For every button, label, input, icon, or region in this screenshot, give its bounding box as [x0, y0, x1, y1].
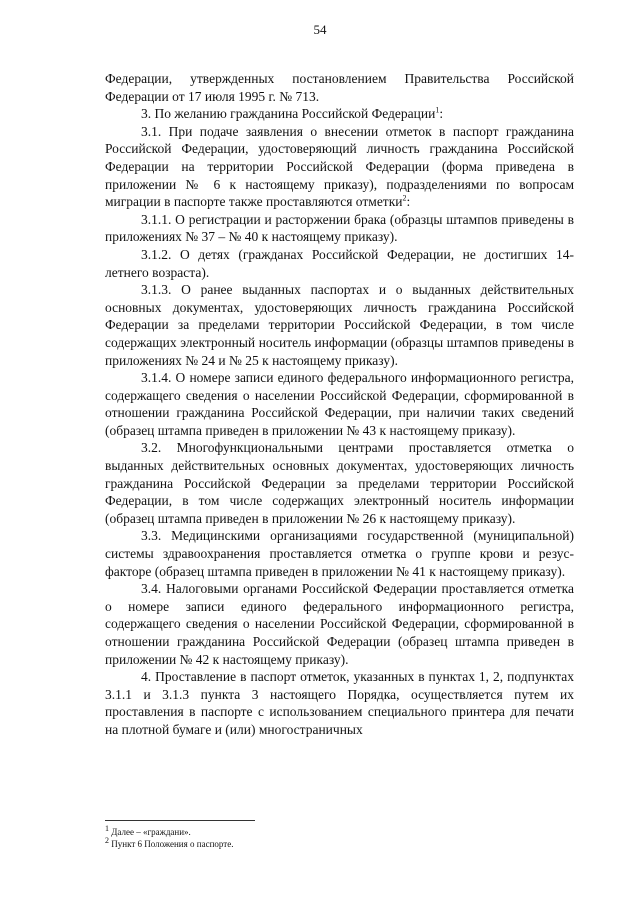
paragraph-3-1: 3.1. При подаче заявления о внесении отметок в паспорт гражданина Российской Федерации, удостоверяющий личность гражданина Российской Федерации на территории Российской Федерации (форма приведена в приложении № 6 к настоящему приказу), подразделениями по вопросам миграции в паспорте также проставляются отметки$^2$: [105, 123, 574, 210]
paragraph-continuation: Федерации, утвержденных постановлением Правительства Российской Федерации от 17 июля 1995 г. № 713. [105, 71, 574, 104]
paragraph-3-1-2: 3.1.2. О детях (гражданах Российской Федерации, не достигших 14-летнего возраста). [105, 246, 574, 280]
footnotes [105, 826, 574, 850]
paragraph-3: 3. По желанию гражданина Российской Федерации$^1$: [141, 105, 444, 122]
page-number: 54 [313, 22, 327, 37]
paragraph-3-2: 3.2. Многофункциональными центрами проставляется отметка о выданных действительных основных документах, удостоверяющих личность гражданина Российской Федерации за пределами территории Российской Федерации, в том числе содержащих электронный носитель информации (образец штампа приведен в приложении № 26 к настоящему приказу). [105, 440, 574, 526]
paragraph-3-1-4: 3.1.4. О номере записи единого федерального информационного регистра, содержащего сведения о населении Российской Федерации, сформированной в отношении гражданина Российской Федерации, при наличии таких сведений (образец штампа приведен в приложении № 43 к настоящему приказу). [105, 370, 574, 438]
footnote-1: $^1$ Далее – «граждани». [105, 824, 191, 837]
footnote-ref-2: 2 [402, 193, 407, 203]
paragraph-3-1-1: 3.1.1. О регистрации и расторжении брака (образцы штампов приведены в приложениях № 37 – № 40 к настоящему приказу). [105, 211, 574, 245]
paragraph-4: 4. Проставление в паспорт отметок, указанных в пунктах 1, 2, подпунктах 3.1.1 и 3.1.3 пункта 3 настоящего Порядка, осуществляется путем их проставления в паспорте с использованием специального принтера для печати на плотной бумаге и (или) многостраничных [105, 669, 574, 737]
paragraph-3-4: 3.4. Налоговыми органами Российской Федерации проставляется отметка о номере записи единого федерального информационного регистра, содержащего сведения о населении Российской Федерации, сформированной в отношении гражданина Российской Федерации (образец штампа приведен в приложении № 42 к настоящему приказу). [105, 581, 574, 667]
footnote-ref-1: 1 [435, 105, 440, 115]
footnote-separator [105, 820, 255, 821]
paragraph-3-1-3: 3.1.3. О ранее выданных паспортах и о выданных действительных основных документах, удостоверяющих личность гражданина Российской Федерации за пределами территории Российской Федерации, в том числе содержащих электронный носитель информации (образцы штампов приведены в приложениях № 24 и № 25 к настоящему приказу). [105, 282, 574, 368]
footnote-2: $^2$ Пункт 6 Положения о паспорте. [105, 836, 234, 849]
body-text [105, 70, 574, 739]
paragraph-3-3: 3.3. Медицинскими организациями государственной (муниципальной) системы здравоохранения проставляется отметка о группе крови и резус-факторе (образец штампа приведен в приложении № 41 к настоящему приказу). [105, 528, 574, 579]
